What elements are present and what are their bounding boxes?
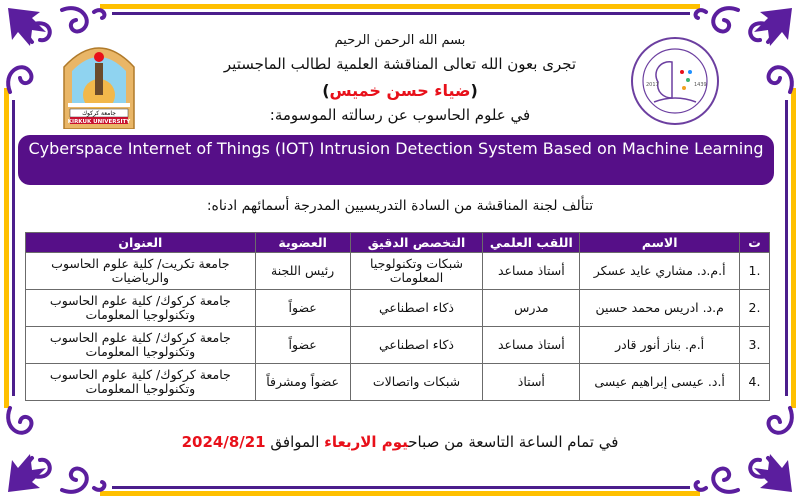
student-name: ضياء حسن خميس	[329, 81, 471, 100]
topic-lead: في علوم الحاسوب عن رسالته الموسومة:	[269, 106, 531, 124]
student-paren-close: )	[322, 81, 330, 100]
table-row	[26, 327, 770, 364]
col-header-name: الاسم	[580, 233, 740, 253]
cell-number: .3	[740, 327, 770, 364]
col-header-number: ت	[740, 233, 770, 253]
cell-specialization: ذكاء اصطناعي	[350, 290, 483, 327]
cell-rank: مدرس	[483, 290, 580, 327]
frame-top-purple	[112, 12, 690, 15]
cell-number: .2	[740, 290, 770, 327]
cell-address: جامعة كركوك/ كلية علوم الحاسوب وتكنولوجيا المعلومات	[26, 290, 256, 327]
defense-schedule	[0, 433, 800, 451]
cell-membership: عضواً ومشرفاً	[255, 364, 350, 401]
cell-specialization: ذكاء اصطناعي	[350, 327, 483, 364]
cell-rank: أستاذ	[483, 364, 580, 401]
svg-text:2017: 2017	[646, 82, 659, 88]
cell-address: جامعة كركوك/ كلية علوم الحاسوب وتكنولوجيا المعلومات	[26, 364, 256, 401]
frame-bottom-purple	[112, 486, 690, 489]
col-header-rank: اللقب العلمي	[483, 233, 580, 253]
cell-address: جامعة كركوك/ كلية علوم الحاسوب وتكنولوجيا المعلومات	[26, 327, 256, 364]
frame-right-gold	[791, 88, 796, 408]
defense-intro: تجرى بعون الله تعالى المناقشة العلمية لطالب الماجستير	[223, 55, 577, 73]
frame-top-gold	[100, 4, 700, 9]
frame-right-purple	[785, 100, 788, 396]
col-header-specialization: التخصص الدقيق	[350, 233, 483, 253]
cell-membership: رئيس اللجنة	[255, 253, 350, 290]
frame-bottom-gold	[100, 491, 700, 496]
col-header-address: العنوان	[26, 233, 256, 253]
cell-address: جامعة تكريت/ كلية علوم الحاسوب والرياضيات	[26, 253, 256, 290]
schedule-day: يوم الاربعاء	[324, 433, 409, 451]
cell-rank: أستاذ مساعد	[483, 253, 580, 290]
committee-lead: تتألف لجنة المناقشة من السادة التدريسيين المدرجة أسمائهم ادناه:	[206, 198, 594, 214]
table-row	[26, 290, 770, 327]
thesis-title-banner	[18, 135, 774, 185]
table-row	[26, 364, 770, 401]
cell-name: أ.م.د. مشاري عايد عسكر	[580, 253, 740, 290]
svg-text:KIRKUK UNIVERSITY: KIRKUK UNIVERSITY	[67, 119, 131, 125]
cell-number: .4	[740, 364, 770, 401]
cell-membership: عضواً	[255, 290, 350, 327]
student-paren-open: (	[470, 81, 478, 100]
cell-specialization: شبكات وتكنولوجيا المعلومات	[350, 253, 483, 290]
schedule-time: في تمام الساعة التاسعة من صباح	[408, 433, 619, 451]
cell-name: أ.م. بناز أنور قادر	[580, 327, 740, 364]
cell-name: م.د. ادريس محمد حسين	[580, 290, 740, 327]
table-row	[26, 253, 770, 290]
cell-name: أ.د. عيسى إبراهيم عيسى	[580, 364, 740, 401]
basmala: بسم الله الرحمن الرحيم	[334, 33, 466, 48]
committee-table	[25, 232, 770, 401]
table-header-row	[26, 233, 770, 253]
thesis-title: Cyberspace Internet of Things (IOT) Intrusion Detection System Based on Machine Learning	[28, 139, 764, 158]
cell-specialization: شبكات واتصالات	[350, 364, 483, 401]
frame-left-gold	[4, 88, 9, 408]
svg-text:جامعة كركوك: جامعة كركوك	[82, 110, 116, 117]
cell-rank: أستاذ مساعد	[483, 327, 580, 364]
schedule-date: 2024/8/21	[181, 433, 266, 451]
student-line	[0, 81, 800, 100]
cell-membership: عضواً	[255, 327, 350, 364]
schedule-agreement: الموافق	[265, 433, 325, 451]
col-header-membership: العضوية	[255, 233, 350, 253]
frame-left-purple	[12, 100, 15, 396]
svg-text:1439: 1439	[694, 82, 707, 88]
cell-number: .1	[740, 253, 770, 290]
